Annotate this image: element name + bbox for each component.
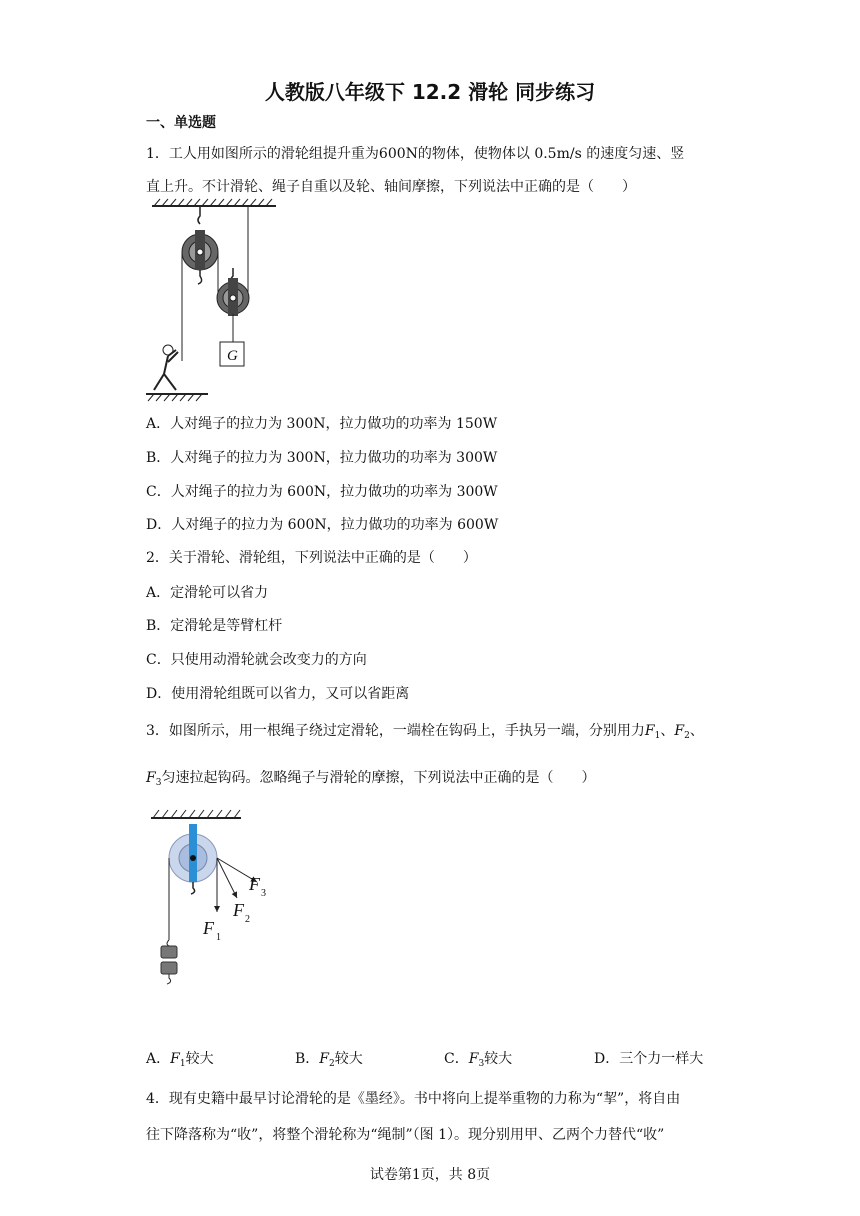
page-title: 人教版八年级下 12.2 滑轮 同步练习	[264, 80, 596, 104]
q2-stem: 2．关于滑轮、滑轮组，下列说法中正确的是（ ）	[146, 550, 477, 566]
q2-option-d: D．使用滑轮组既可以省力，又可以省距离	[146, 686, 410, 702]
section-heading: 一、单选题	[146, 115, 216, 131]
q2-option-a: A．定滑轮可以省力	[146, 585, 269, 601]
force-f2-subscript: 2	[245, 914, 250, 925]
force-f3-label: F	[249, 874, 260, 894]
q1-option-b: B．人对绳子的拉力为 300N，拉力做功的功率为 300W	[146, 450, 498, 466]
force-f2-label: F	[233, 900, 244, 920]
force-f1-label: F	[203, 918, 214, 938]
q2-option-c: C．只使用动滑轮就会改变力的方向	[146, 652, 367, 668]
q1-stem-line1: 1．工人用如图所示的滑轮组提升重为600N的物体，使物体以 0.5m/s 的速度匀速、竖	[146, 146, 685, 162]
fixed-pulley-figure	[145, 800, 285, 990]
q3-stem-line2: $F_3$匀速拉起钩码。忽略绳子与滑轮的摩擦，下列说法中正确的是（ ）	[146, 770, 596, 788]
q3-option-a: A．$F_1$较大	[146, 1051, 214, 1069]
q1-option-c: C．人对绳子的拉力为 600N，拉力做功的功率为 300W	[146, 484, 498, 500]
q1-option-d: D．人对绳子的拉力为 600N，拉力做功的功率为 600W	[146, 517, 499, 533]
q2-option-b: B．定滑轮是等臂杠杆	[146, 618, 283, 634]
q3-option-d: D．三个力一样大	[594, 1051, 704, 1067]
pulley-system-figure	[140, 196, 290, 402]
q3-stem-line1: 3．如图所示，用一根绳子绕过定滑轮，一端栓在钩码上，手执另一端，分别用力$F_1$、$F_2$、	[146, 723, 704, 741]
force-f3-subscript: 3	[261, 888, 266, 899]
weight-label: G	[227, 348, 238, 364]
q4-stem-line2: 往下降落称为“收”，将整个滑轮称为“绳制”（图 1）。现分别用甲、乙两个力替代“收”	[146, 1127, 665, 1143]
q3-option-c: C．$F_3$较大	[444, 1051, 513, 1069]
force-f1-subscript: 1	[216, 932, 221, 943]
q1-stem-line2: 直上升。不计滑轮、绳子自重以及轮、轴间摩擦，下列说法中正确的是（ ）	[146, 179, 636, 195]
page-footer: 试卷第1页，共 8页	[369, 1167, 491, 1183]
q4-stem-line1: 4．现有史籍中最早讨论滑轮的是《墨经》。书中将向上提举重物的力称为“挈”，将自由	[146, 1091, 681, 1107]
q1-option-a: A．人对绳子的拉力为 300N，拉力做功的功率为 150W	[146, 416, 498, 432]
q3-option-b: B．$F_2$较大	[295, 1051, 363, 1069]
